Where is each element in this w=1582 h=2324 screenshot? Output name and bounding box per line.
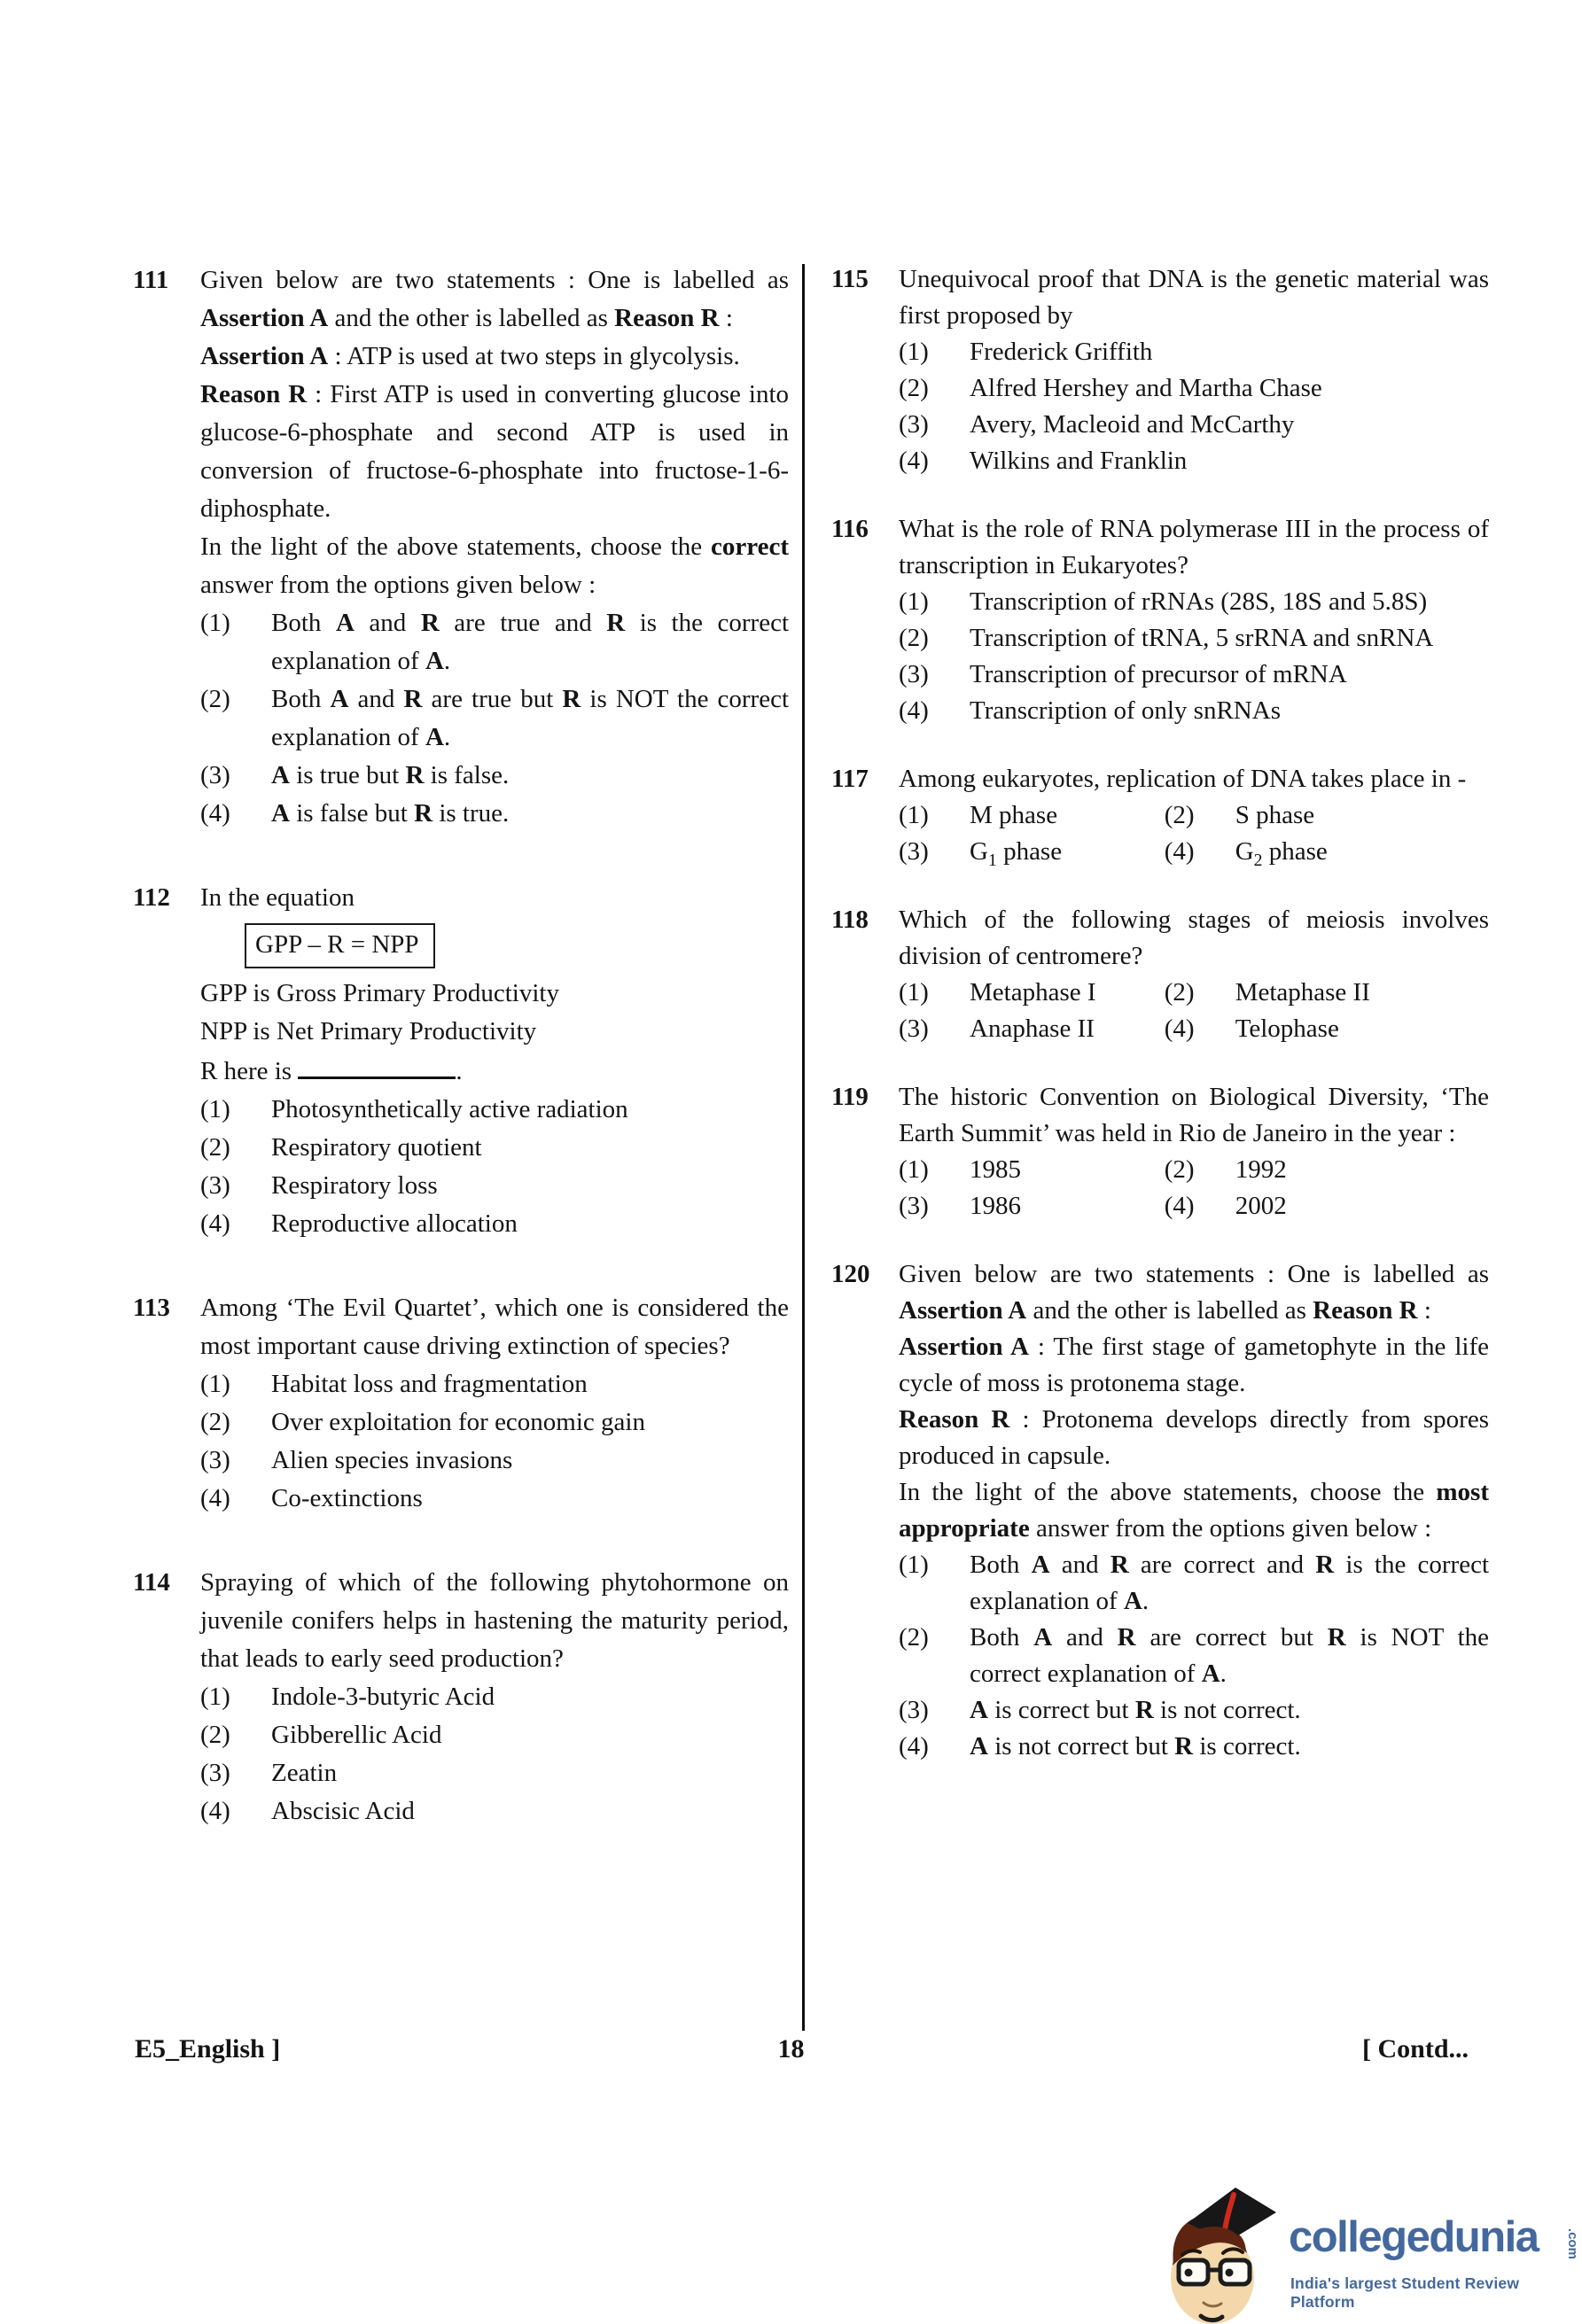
option-text: Indole-3-butyric Acid	[271, 1683, 495, 1711]
option-text: Wilkins and Franklin	[970, 447, 1188, 475]
option-number: (2)	[1164, 1155, 1195, 1184]
option-number: (1)	[200, 1095, 230, 1123]
option-text: 1985	[970, 1155, 1021, 1184]
option-number: (3)	[899, 410, 929, 439]
definition-line: NPP is Net Primary Productivity	[200, 1017, 537, 1045]
question-text: Given below are two statements : One is labelled as Assertion A and the other is labelled as Reason R :	[200, 266, 789, 332]
question-number: 112	[133, 883, 170, 912]
option	[1165, 834, 1489, 870]
question-115	[831, 261, 1489, 479]
option-text: Zeatin	[271, 1759, 338, 1787]
option	[200, 795, 789, 833]
option-number: (1)	[899, 338, 929, 366]
option-text: Photosynthetically active radiation	[271, 1095, 628, 1123]
option-number: (1)	[200, 609, 230, 637]
option	[200, 1754, 789, 1792]
footer-paper-code: E5_English ]	[135, 2034, 281, 2064]
option-text: Transcription of tRNA, 5 srRNA and snRNA	[970, 624, 1434, 652]
option-number: (1)	[899, 978, 929, 1007]
question-number: 116	[831, 515, 869, 543]
option-text: $G_1$ phase	[970, 837, 1063, 870]
option	[1165, 1188, 1489, 1224]
question-117	[831, 761, 1489, 870]
option	[200, 1167, 789, 1205]
instruction-text: In the light of the above statements, choose the most appropriate answer from the options given below :	[899, 1478, 1489, 1543]
question-text: Which of the following stages of meiosis involves division of centromere?	[899, 906, 1489, 970]
option-text: Alien species invasions	[271, 1446, 513, 1474]
left-column	[133, 261, 789, 1877]
question-body	[200, 1564, 789, 1830]
option-text: S phase	[1235, 801, 1315, 829]
collegedunia-mascot-icon	[1157, 2182, 1282, 2324]
option-number: (4)	[200, 1484, 230, 1512]
option	[200, 1792, 789, 1830]
option	[899, 693, 1489, 729]
option-text: A is not correct but R is correct.	[970, 1732, 1301, 1760]
options-grid	[899, 1152, 1489, 1224]
option-text: Over exploitation for economic gain	[271, 1408, 645, 1436]
option-number: (4)	[899, 447, 929, 475]
assertion-text: Assertion A : ATP is used at two steps in glycolysis.	[200, 342, 740, 370]
option-text: Avery, Macleoid and McCarthy	[970, 410, 1295, 439]
question-number: 117	[831, 765, 869, 793]
logo-tld-text: .com	[1565, 2228, 1580, 2260]
option	[200, 1442, 789, 1480]
option	[200, 680, 789, 757]
instruction-text: In the light of the above statements, choose the correct answer from the options given below :	[200, 532, 789, 599]
option-number: (1)	[899, 587, 929, 616]
question-119	[831, 1079, 1489, 1224]
option-number: (4)	[1164, 837, 1195, 866]
question-112	[133, 879, 789, 1243]
right-column	[831, 261, 1489, 1797]
option-text: Alfred Hershey and Martha Chase	[970, 374, 1322, 402]
question-body	[899, 761, 1489, 870]
question-113	[133, 1289, 789, 1518]
option	[899, 797, 1165, 834]
option-number: (3)	[899, 660, 929, 688]
option-text: A is true but R is false.	[271, 761, 510, 789]
option	[899, 975, 1165, 1011]
option	[899, 334, 1489, 370]
footer-page-number: 18	[777, 2034, 805, 2064]
option-text: Respiratory loss	[271, 1171, 438, 1200]
option-text: Abscisic Acid	[271, 1797, 415, 1825]
option	[200, 1129, 789, 1167]
question-text: Among ‘The Evil Quartet’, which one is considered the most important cause driving extinction of species?	[200, 1294, 789, 1360]
option-number: (2)	[200, 1133, 230, 1162]
question-body	[200, 261, 789, 833]
fill-blank-line: R here is .	[200, 1051, 789, 1091]
question-number: 120	[831, 1260, 870, 1288]
option-text: Transcription of precursor of mRNA	[970, 660, 1347, 688]
option-number: (4)	[899, 696, 929, 725]
option-number: (4)	[1164, 1192, 1195, 1220]
question-number: 119	[831, 1083, 869, 1111]
option	[200, 1091, 789, 1129]
option	[899, 834, 1165, 870]
question-111	[133, 261, 789, 833]
assertion-text: Assertion A : The first stage of gametophyte in the life cycle of moss is protonema stage.	[899, 1333, 1489, 1397]
option-text: M phase	[970, 801, 1058, 829]
option	[1165, 975, 1489, 1011]
question-body	[200, 879, 789, 1243]
option-text: $G_2$ phase	[1235, 837, 1328, 870]
logo-tagline-text: India's largest Student Review Platform	[1290, 2274, 1520, 2311]
question-number: 111	[133, 266, 169, 294]
option-number: (2)	[899, 624, 929, 652]
option-text: Telophase	[1235, 1014, 1339, 1043]
option-text: 1992	[1235, 1155, 1287, 1184]
option	[1165, 1152, 1489, 1188]
question-number: 118	[831, 906, 869, 934]
question-text: The historic Convention on Biological Diversity, ‘The Earth Summit’ was held in Rio de Janeiro in the year :	[899, 1083, 1489, 1147]
question-body	[899, 902, 1489, 1047]
option-number: (2)	[899, 374, 929, 402]
question-114	[133, 1564, 789, 1830]
options-grid	[899, 975, 1489, 1047]
option-text: Metaphase II	[1235, 978, 1370, 1007]
option	[899, 370, 1489, 407]
option-number: (3)	[899, 1192, 929, 1220]
option-number: (3)	[200, 1446, 230, 1474]
option	[899, 1547, 1489, 1620]
question-text: Given below are two statements : One is labelled as Assertion A and the other is labelled as Reason R :	[899, 1260, 1489, 1325]
option	[899, 443, 1489, 479]
option-number: (3)	[899, 1696, 929, 1724]
options-grid	[899, 797, 1489, 870]
question-number: 115	[831, 265, 869, 293]
option	[200, 757, 789, 795]
option	[899, 1729, 1489, 1765]
option-text: Transcription of rRNAs (28S, 18S and 5.8S)	[970, 587, 1428, 616]
option-number: (2)	[899, 1623, 929, 1652]
option-text: Respiratory quotient	[271, 1133, 482, 1162]
logo-brand-text: collegedunia	[1289, 2213, 1539, 2261]
option	[1165, 1011, 1489, 1047]
option	[200, 1205, 789, 1243]
option	[899, 1011, 1165, 1047]
question-body	[899, 1256, 1489, 1765]
question-body	[899, 261, 1489, 479]
option-number: (3)	[200, 761, 230, 789]
option-text: Frederick Griffith	[970, 338, 1153, 366]
question-116	[831, 511, 1489, 729]
option	[899, 584, 1489, 620]
option-number: (2)	[200, 1721, 230, 1749]
option-text: A is correct but R is not correct.	[970, 1696, 1301, 1724]
reason-text: Reason R : Protonema develops directly from spores produced in capsule.	[899, 1405, 1489, 1470]
option	[899, 1692, 1489, 1729]
option-number: (4)	[200, 799, 230, 828]
option	[200, 1716, 789, 1754]
option	[899, 1188, 1165, 1224]
option-number: (3)	[200, 1759, 230, 1787]
option	[200, 604, 789, 680]
question-body	[899, 511, 1489, 729]
question-number: 113	[133, 1294, 170, 1322]
column-divider	[802, 264, 805, 2031]
option-number: (2)	[1164, 801, 1195, 829]
option-text: Both A and R are true but R is NOT the correct explanation of A.	[271, 685, 790, 751]
option-number: (2)	[200, 685, 230, 713]
option-text: Metaphase I	[970, 978, 1096, 1007]
option-number: (2)	[200, 1408, 230, 1436]
option-number: (2)	[1164, 978, 1195, 1007]
equation-box: GPP – R = NPP	[245, 923, 435, 968]
option-number: (3)	[899, 1014, 929, 1043]
option-number: (4)	[899, 1732, 929, 1760]
option-number: (1)	[200, 1683, 230, 1711]
option	[899, 657, 1489, 693]
reason-text: Reason R : First ATP is used in converting glucose into glucose-6-phosphate and second ATP is used in conversion of fructose-6-phosphate into fructose-1-6-diphosphate.	[200, 380, 789, 523]
question-body	[200, 1289, 789, 1518]
option-text: Both A and R are true and R is the correct explanation of A.	[271, 609, 789, 675]
option	[200, 1480, 789, 1518]
question-text: Spraying of which of the following phytohormone on juvenile conifers helps in hastening the maturity period, that leads to early seed production?	[200, 1568, 789, 1673]
question-118	[831, 902, 1489, 1047]
option	[899, 1152, 1165, 1188]
option-number: (1)	[899, 1155, 929, 1184]
definition-line: GPP is Gross Primary Productivity	[200, 979, 559, 1007]
question-text: Unequivocal proof that DNA is the genetic material was first proposed by	[899, 265, 1489, 330]
option	[200, 1403, 789, 1442]
question-number: 114	[133, 1568, 170, 1597]
option-text: Gibberellic Acid	[271, 1721, 442, 1749]
option	[899, 1620, 1489, 1692]
option-text: Habitat loss and fragmentation	[271, 1370, 588, 1398]
option-text: 2002	[1235, 1192, 1287, 1220]
question-text: In the equation	[200, 883, 355, 912]
option-number: (3)	[899, 837, 929, 866]
option-text: Transcription of only snRNAs	[970, 696, 1281, 725]
option-text: 1986	[970, 1192, 1021, 1220]
question-120	[831, 1256, 1489, 1765]
footer-contd: [ Contd...	[1361, 2034, 1469, 2064]
option-text: Both A and R are correct and R is the correct explanation of A.	[970, 1551, 1490, 1615]
option-number: (4)	[200, 1209, 230, 1238]
question-text: Among eukaryotes, replication of DNA takes place in -	[899, 765, 1467, 793]
option-number: (3)	[200, 1171, 230, 1200]
option-text: Anaphase II	[970, 1014, 1095, 1043]
option	[899, 620, 1489, 657]
option-number: (1)	[899, 1551, 929, 1579]
option-text: Reproductive allocation	[271, 1209, 518, 1238]
option-text: Co-extinctions	[271, 1484, 423, 1512]
option-number: (4)	[200, 1797, 230, 1825]
option-number: (4)	[1164, 1014, 1195, 1043]
option	[200, 1678, 789, 1716]
option	[200, 1365, 789, 1403]
option-number: (1)	[899, 801, 929, 829]
option-number: (1)	[200, 1370, 230, 1398]
collegedunia-logo	[1150, 2147, 1582, 2324]
option-text: A is false but R is true.	[271, 799, 510, 828]
question-body	[899, 1079, 1489, 1224]
question-text: What is the role of RNA polymerase III in the process of transcription in Eukaryotes?	[899, 515, 1489, 579]
option	[899, 407, 1489, 443]
option	[1165, 797, 1489, 834]
option-text: Both A and R are correct but R is NOT the correct explanation of A.	[970, 1623, 1489, 1688]
